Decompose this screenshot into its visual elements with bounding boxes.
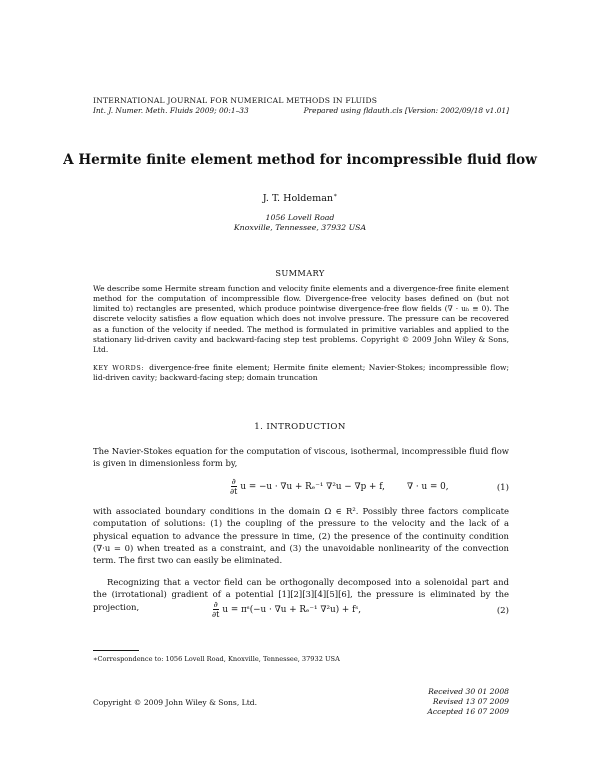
author-footnote-mark[interactable]: ∗ [333,192,338,199]
fraction-denominator: ∂t [230,487,238,496]
equation-2-rhs: u = πˢ(−u · ∇u + Rₑ⁻¹ ∇²u) + fˢ, [222,604,362,615]
fraction-numerator: ∂ [231,477,236,486]
equation-1-fraction [229,477,238,496]
author-name: J. T. Holdeman [262,193,334,205]
intro-paragraph-2: with associated boundary conditions in the domain Ω ∈ R². Possibly three factors complicate computation of solutions: (1) the coupling of the pressure to the velocity and the lack of a physical equation to advance the pressure in time, (2) the presence of the continuity condition (∇·u = 0) when treated as a constraint, and (3) the unavoidable nonlinearity of the convection term. The first two can easily be eliminated. [93,506,509,566]
section-heading: 1. INTRODUCTION [254,422,346,432]
footnote-rule [93,650,139,651]
intro-paragraph-3: Recognizing that a vector field can be orthogonally decomposed into a solenoidal part and the (irrotational) gradient of a potential [1][2][3][4][5][6], the pressure is eliminated by the projection, [93,577,509,612]
equation-1-rhs: u = −u · ∇u + Rₑ⁻¹ ∇²u − ∇p + f, [240,481,385,492]
footnote: ∗Correspondence to: 1056 Lovell Road, Knoxville, Tennessee, 37932 USA [93,655,340,663]
running-header [93,106,509,115]
dates-block [380,687,509,718]
equation-2-fraction [211,600,220,619]
keywords-label: KEY WORDS: [93,364,145,372]
address-line-1: 1056 Lovell Road [265,213,335,222]
received-date: Received 30 01 2008 [428,687,509,696]
author [0,192,600,204]
fraction-numerator: ∂ [213,600,218,609]
equation-1-body [229,477,449,496]
journal-name: INTERNATIONAL JOURNAL FOR NUMERICAL METHODS IN FLUIDS [93,96,378,105]
intro-paragraph-1: The Navier-Stokes equation for the computation of viscous, isothermal, incompressible fluid flow is given in dimensionless form by, [93,446,509,469]
accepted-date: Accepted 16 07 2009 [427,707,509,717]
copyright-footer: Copyright © 2009 John Wiley & Sons, Ltd. [93,698,258,707]
summary-text: We describe some Hermite stream function and velocity finite elements and a divergence-free finite element method for the computation of incompressible flow. Divergence-free velocity bases defined on (but not limited to) rectangles are presented, which produce pointwise divergence-free flow fields (∇ · uₕ ≡ 0). The discrete velocity satisfies a flow equation which does not involve pressure. The pressure can be recovered as a function of the velocity if needed. The method is formulated in primitive variables and applied to the stationary lid-driven cavity and backward-facing step test problems. Copyright © 2009 John Wiley & Sons, Ltd. [93,284,509,354]
fraction-denominator: ∂t [212,610,220,619]
paper-title: A Hermite finite element method for incompressible fluid flow [63,152,537,168]
revised-date: Revised 13 07 2009 [432,697,509,707]
equation-2 [93,600,509,624]
citation: Int. J. Numer. Meth. Fluids 2009; 00:1–33 [93,106,249,115]
prepared-note: Prepared using fldauth.cls [Version: 2002/09/18 v1.01] [303,106,509,115]
summary-heading: SUMMARY [275,268,325,278]
equation-1 [93,477,509,501]
keywords [93,363,509,383]
equation-2-number: (2) [496,606,509,616]
address-line-2: Knoxville, Tennessee, 37932 USA [233,223,367,232]
equation-1-constraint: ∇ · u = 0, [406,481,449,492]
keywords-text: divergence-free finite element; Hermite finite element; Navier-Stokes; incompressible flow; lid-driven cavity; backward-facing step; domain truncation [93,363,509,383]
equation-1-number: (1) [496,483,509,493]
equation-2-body [211,600,361,619]
author-address [0,213,600,233]
